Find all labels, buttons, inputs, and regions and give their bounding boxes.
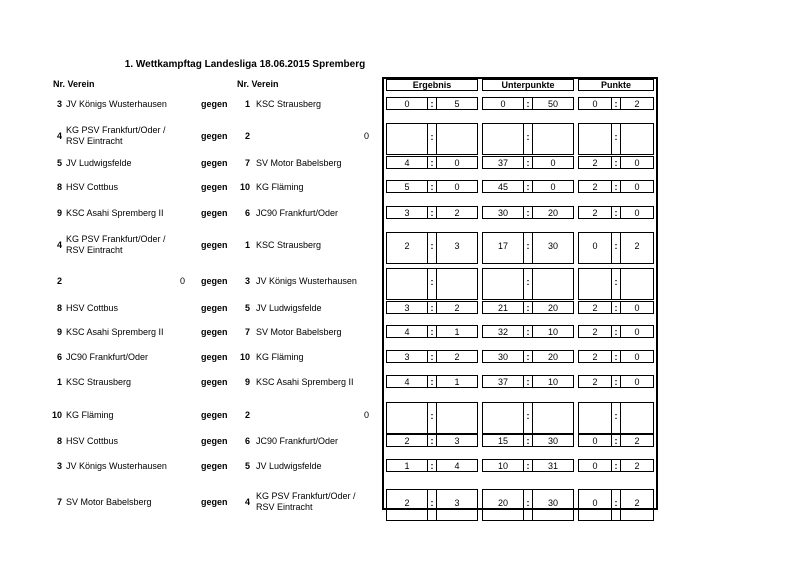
ergebnis-home-value: 3 bbox=[404, 208, 410, 218]
ergebnis-away-value: 1 bbox=[454, 377, 460, 387]
ergebnis-away-value: 4 bbox=[454, 461, 460, 471]
right-team-number: 1 bbox=[244, 240, 250, 250]
unterpunkte-colon: : bbox=[526, 182, 530, 192]
punkte-home-value: 0 bbox=[592, 241, 598, 251]
punkte-colon: : bbox=[614, 411, 618, 421]
unterpunkte-cell-right bbox=[532, 123, 574, 155]
right-team-number: 9 bbox=[244, 377, 250, 387]
unterpunkte-home-value: 20 bbox=[497, 498, 508, 508]
right-team-name: JC90 Frankfurt/Oder bbox=[256, 208, 339, 218]
left-team-number: 4 bbox=[56, 240, 62, 250]
punkte-colon: : bbox=[614, 436, 618, 446]
punkte-colon: : bbox=[614, 277, 618, 287]
vs-label: gegen bbox=[201, 182, 228, 192]
punkte-colon: : bbox=[614, 327, 618, 337]
ergebnis-colon: : bbox=[430, 99, 434, 109]
ergebnis-colon: : bbox=[430, 241, 434, 251]
unterpunkte-home-value: 0 bbox=[500, 99, 506, 109]
vs-label: gegen bbox=[201, 158, 228, 168]
ergebnis-colon: : bbox=[430, 303, 434, 313]
ergebnis-home-value: 3 bbox=[404, 352, 410, 362]
right-team-number: 7 bbox=[244, 158, 250, 168]
punkte-home-value: 0 bbox=[592, 436, 598, 446]
ergebnis-home-value: 2 bbox=[404, 241, 410, 251]
right-team-number: 3 bbox=[244, 276, 250, 286]
punkte-cell-left bbox=[578, 402, 612, 434]
right-team-name: JC90 Frankfurt/Oder bbox=[256, 436, 339, 446]
unterpunkte-colon: : bbox=[526, 377, 530, 387]
left-team-name: KG Fläming bbox=[66, 410, 114, 420]
left-team-number: 8 bbox=[56, 182, 62, 192]
header-nr-verein-right: Nr. Verein bbox=[237, 79, 279, 89]
punkte-home-value: 0 bbox=[592, 461, 598, 471]
left-team-number: 3 bbox=[56, 461, 62, 471]
ergebnis-away-value: 2 bbox=[454, 352, 460, 362]
right-team-name: KG Fläming bbox=[256, 352, 304, 362]
punkte-cell-right bbox=[620, 268, 654, 300]
left-team-name: JC90 Frankfurt/Oder bbox=[66, 352, 149, 362]
unterpunkte-colon: : bbox=[526, 352, 530, 362]
unterpunkte-cell-right bbox=[532, 402, 574, 434]
ergebnis-colon: : bbox=[430, 377, 434, 387]
left-extra-value: 0 bbox=[180, 276, 186, 286]
ergebnis-colon: : bbox=[430, 277, 434, 287]
header-nr-verein-left: Nr. Verein bbox=[53, 79, 95, 89]
punkte-colon: : bbox=[614, 208, 618, 218]
ergebnis-home-value: 2 bbox=[404, 498, 410, 508]
punkte-colon: : bbox=[614, 132, 618, 142]
vs-label: gegen bbox=[201, 303, 228, 313]
unterpunkte-home-value: 37 bbox=[497, 158, 508, 168]
left-team-number: 9 bbox=[56, 327, 62, 337]
left-team-number: 1 bbox=[56, 377, 62, 387]
ergebnis-away-value: 1 bbox=[454, 327, 460, 337]
left-team-name: HSV Cottbus bbox=[66, 303, 119, 313]
punkte-colon: : bbox=[614, 303, 618, 313]
left-team-name: KG PSV Frankfurt/Oder / RSV Eintracht bbox=[66, 234, 166, 255]
unterpunkte-cell-left bbox=[482, 402, 524, 434]
ergebnis-colon: : bbox=[430, 498, 434, 508]
vs-label: gegen bbox=[201, 99, 228, 109]
punkte-home-value: 2 bbox=[592, 303, 598, 313]
punkte-away-value: 2 bbox=[634, 99, 640, 109]
ergebnis-cell-right bbox=[436, 402, 478, 434]
unterpunkte-home-value: 30 bbox=[497, 352, 508, 362]
right-team-name: KG Fläming bbox=[256, 182, 304, 192]
punkte-away-value: 0 bbox=[634, 327, 640, 337]
left-team-name: KSC Strausberg bbox=[66, 377, 132, 387]
ergebnis-cell-left bbox=[386, 402, 428, 434]
ergebnis-home-value: 5 bbox=[404, 182, 410, 192]
punkte-cell-left bbox=[578, 268, 612, 300]
left-team-name: JV Königs Wusterhausen bbox=[66, 461, 167, 471]
unterpunkte-colon: : bbox=[526, 436, 530, 446]
right-team-number: 2 bbox=[244, 410, 250, 420]
unterpunkte-away-value: 30 bbox=[547, 498, 558, 508]
vs-label: gegen bbox=[201, 436, 228, 446]
ergebnis-home-value: 4 bbox=[404, 158, 410, 168]
vs-label: gegen bbox=[201, 240, 228, 250]
punkte-home-value: 2 bbox=[592, 352, 598, 362]
left-team-number: 9 bbox=[56, 208, 62, 218]
left-team-name: JV Ludwigsfelde bbox=[66, 158, 132, 168]
right-team-number: 7 bbox=[244, 327, 250, 337]
ergebnis-home-value: 4 bbox=[404, 377, 410, 387]
left-team-number: 5 bbox=[56, 158, 62, 168]
right-team-name: KG PSV Frankfurt/Oder / RSV Eintracht bbox=[256, 491, 356, 512]
punkte-cell-left bbox=[578, 123, 612, 155]
unterpunkte-away-value: 30 bbox=[547, 436, 558, 446]
vs-label: gegen bbox=[201, 377, 228, 387]
right-team-number: 10 bbox=[239, 352, 250, 362]
ergebnis-colon: : bbox=[430, 461, 434, 471]
ergebnis-cell-left bbox=[386, 268, 428, 300]
right-team-number: 10 bbox=[239, 182, 250, 192]
ergebnis-away-value: 5 bbox=[454, 99, 460, 109]
unterpunkte-away-value: 0 bbox=[550, 182, 556, 192]
ergebnis-away-value: 2 bbox=[454, 208, 460, 218]
unterpunkte-colon: : bbox=[526, 99, 530, 109]
unterpunkte-away-value: 30 bbox=[547, 241, 558, 251]
right-team-name: JV Königs Wusterhausen bbox=[256, 276, 357, 286]
unterpunkte-away-value: 20 bbox=[547, 303, 558, 313]
right-team-number: 5 bbox=[244, 303, 250, 313]
unterpunkte-colon: : bbox=[526, 208, 530, 218]
punkte-home-value: 2 bbox=[592, 182, 598, 192]
right-team-number: 1 bbox=[244, 99, 250, 109]
vs-label: gegen bbox=[201, 352, 228, 362]
unterpunkte-colon: : bbox=[526, 411, 530, 421]
punkte-away-value: 2 bbox=[634, 436, 640, 446]
ergebnis-colon: : bbox=[430, 411, 434, 421]
punkte-colon: : bbox=[614, 99, 618, 109]
punkte-colon: : bbox=[614, 182, 618, 192]
punkte-home-value: 2 bbox=[592, 208, 598, 218]
left-team-name: KG PSV Frankfurt/Oder / RSV Eintracht bbox=[66, 125, 166, 146]
unterpunkte-colon: : bbox=[526, 132, 530, 142]
punkte-away-value: 0 bbox=[634, 182, 640, 192]
ergebnis-away-value: 2 bbox=[454, 303, 460, 313]
punkte-home-value: 2 bbox=[592, 158, 598, 168]
punkte-away-value: 2 bbox=[634, 241, 640, 251]
header-unterpunkte: Unterpunkte bbox=[482, 79, 574, 91]
punkte-away-value: 0 bbox=[634, 352, 640, 362]
page-title: 1. Wettkampftag Landesliga 18.06.2015 Spremberg bbox=[124, 59, 366, 70]
vs-label: gegen bbox=[201, 461, 228, 471]
left-team-name: SV Motor Babelsberg bbox=[66, 497, 152, 507]
unterpunkte-home-value: 45 bbox=[497, 182, 508, 192]
left-team-name: HSV Cottbus bbox=[66, 436, 119, 446]
punkte-away-value: 0 bbox=[634, 158, 640, 168]
unterpunkte-away-value: 10 bbox=[547, 377, 558, 387]
right-team-name: KSC Asahi Spremberg II bbox=[256, 377, 354, 387]
ergebnis-home-value: 2 bbox=[404, 436, 410, 446]
unterpunkte-away-value: 50 bbox=[547, 99, 558, 109]
left-team-number: 4 bbox=[56, 131, 62, 141]
ergebnis-home-value: 0 bbox=[404, 99, 410, 109]
punkte-colon: : bbox=[614, 158, 618, 168]
left-team-number: 6 bbox=[56, 352, 62, 362]
punkte-colon: : bbox=[614, 498, 618, 508]
unterpunkte-colon: : bbox=[526, 461, 530, 471]
unterpunkte-home-value: 10 bbox=[497, 461, 508, 471]
punkte-colon: : bbox=[614, 352, 618, 362]
right-extra-value: 0 bbox=[364, 131, 370, 141]
punkte-home-value: 0 bbox=[592, 498, 598, 508]
right-team-name: KSC Strausberg bbox=[256, 99, 322, 109]
right-team-number: 4 bbox=[244, 497, 250, 507]
punkte-away-value: 2 bbox=[634, 461, 640, 471]
ergebnis-cell-right bbox=[436, 268, 478, 300]
ergebnis-cell-left bbox=[386, 123, 428, 155]
header-punkte: Punkte bbox=[578, 79, 654, 91]
unterpunkte-home-value: 32 bbox=[497, 327, 508, 337]
left-team-number: 7 bbox=[56, 497, 62, 507]
right-team-name: JV Ludwigsfelde bbox=[256, 461, 322, 471]
left-team-name: KSC Asahi Spremberg II bbox=[66, 208, 164, 218]
ergebnis-colon: : bbox=[430, 436, 434, 446]
ergebnis-away-value: 3 bbox=[454, 498, 460, 508]
ergebnis-colon: : bbox=[430, 327, 434, 337]
punkte-colon: : bbox=[614, 461, 618, 471]
unterpunkte-colon: : bbox=[526, 303, 530, 313]
left-team-number: 8 bbox=[56, 303, 62, 313]
right-team-name: SV Motor Babelsberg bbox=[256, 158, 342, 168]
punkte-colon: : bbox=[614, 241, 618, 251]
unterpunkte-colon: : bbox=[526, 158, 530, 168]
right-team-number: 5 bbox=[244, 461, 250, 471]
right-team-name: JV Ludwigsfelde bbox=[256, 303, 322, 313]
unterpunkte-home-value: 37 bbox=[497, 377, 508, 387]
left-team-name: JV Königs Wusterhausen bbox=[66, 99, 167, 109]
ergebnis-away-value: 3 bbox=[454, 436, 460, 446]
unterpunkte-home-value: 30 bbox=[497, 208, 508, 218]
ergebnis-away-value: 3 bbox=[454, 241, 460, 251]
punkte-home-value: 2 bbox=[592, 327, 598, 337]
unterpunkte-away-value: 0 bbox=[550, 158, 556, 168]
vs-label: gegen bbox=[201, 497, 228, 507]
ergebnis-colon: : bbox=[430, 182, 434, 192]
unterpunkte-cell-left bbox=[482, 268, 524, 300]
punkte-home-value: 0 bbox=[592, 99, 598, 109]
unterpunkte-colon: : bbox=[526, 241, 530, 251]
left-team-number: 10 bbox=[52, 410, 63, 420]
left-team-number: 2 bbox=[56, 276, 62, 286]
punkte-away-value: 2 bbox=[634, 498, 640, 508]
ergebnis-colon: : bbox=[430, 352, 434, 362]
punkte-home-value: 2 bbox=[592, 377, 598, 387]
vs-label: gegen bbox=[201, 208, 228, 218]
right-extra-value: 0 bbox=[364, 410, 370, 420]
ergebnis-colon: : bbox=[430, 208, 434, 218]
punkte-away-value: 0 bbox=[634, 303, 640, 313]
unterpunkte-cell-right bbox=[532, 268, 574, 300]
punkte-cell-right bbox=[620, 123, 654, 155]
punkte-cell-right bbox=[620, 402, 654, 434]
unterpunkte-home-value: 21 bbox=[497, 303, 508, 313]
unterpunkte-away-value: 10 bbox=[547, 327, 558, 337]
vs-label: gegen bbox=[201, 276, 228, 286]
left-team-number: 3 bbox=[56, 99, 62, 109]
ergebnis-cell-right bbox=[436, 123, 478, 155]
right-team-number: 6 bbox=[244, 208, 250, 218]
ergebnis-away-value: 0 bbox=[454, 182, 460, 192]
ergebnis-colon: : bbox=[430, 132, 434, 142]
ergebnis-home-value: 1 bbox=[404, 461, 410, 471]
vs-label: gegen bbox=[201, 131, 228, 141]
ergebnis-away-value: 0 bbox=[454, 158, 460, 168]
unterpunkte-away-value: 20 bbox=[547, 208, 558, 218]
left-team-number: 8 bbox=[56, 436, 62, 446]
punkte-away-value: 0 bbox=[634, 208, 640, 218]
unterpunkte-away-value: 20 bbox=[547, 352, 558, 362]
unterpunkte-colon: : bbox=[526, 498, 530, 508]
unterpunkte-cell-left bbox=[482, 123, 524, 155]
unterpunkte-home-value: 15 bbox=[497, 436, 508, 446]
right-team-name: KSC Strausberg bbox=[256, 240, 322, 250]
ergebnis-colon: : bbox=[430, 158, 434, 168]
right-team-number: 6 bbox=[244, 436, 250, 446]
unterpunkte-away-value: 31 bbox=[547, 461, 558, 471]
left-team-name: HSV Cottbus bbox=[66, 182, 119, 192]
ergebnis-home-value: 3 bbox=[404, 303, 410, 313]
left-team-name: KSC Asahi Spremberg II bbox=[66, 327, 164, 337]
punkte-colon: : bbox=[614, 377, 618, 387]
punkte-away-value: 0 bbox=[634, 377, 640, 387]
ergebnis-home-value: 4 bbox=[404, 327, 410, 337]
header-ergebnis: Ergebnis bbox=[386, 79, 478, 91]
vs-label: gegen bbox=[201, 327, 228, 337]
unterpunkte-home-value: 17 bbox=[497, 241, 508, 251]
right-team-name: SV Motor Babelsberg bbox=[256, 327, 342, 337]
right-team-number: 2 bbox=[244, 131, 250, 141]
unterpunkte-colon: : bbox=[526, 277, 530, 287]
vs-label: gegen bbox=[201, 410, 228, 420]
unterpunkte-colon: : bbox=[526, 327, 530, 337]
